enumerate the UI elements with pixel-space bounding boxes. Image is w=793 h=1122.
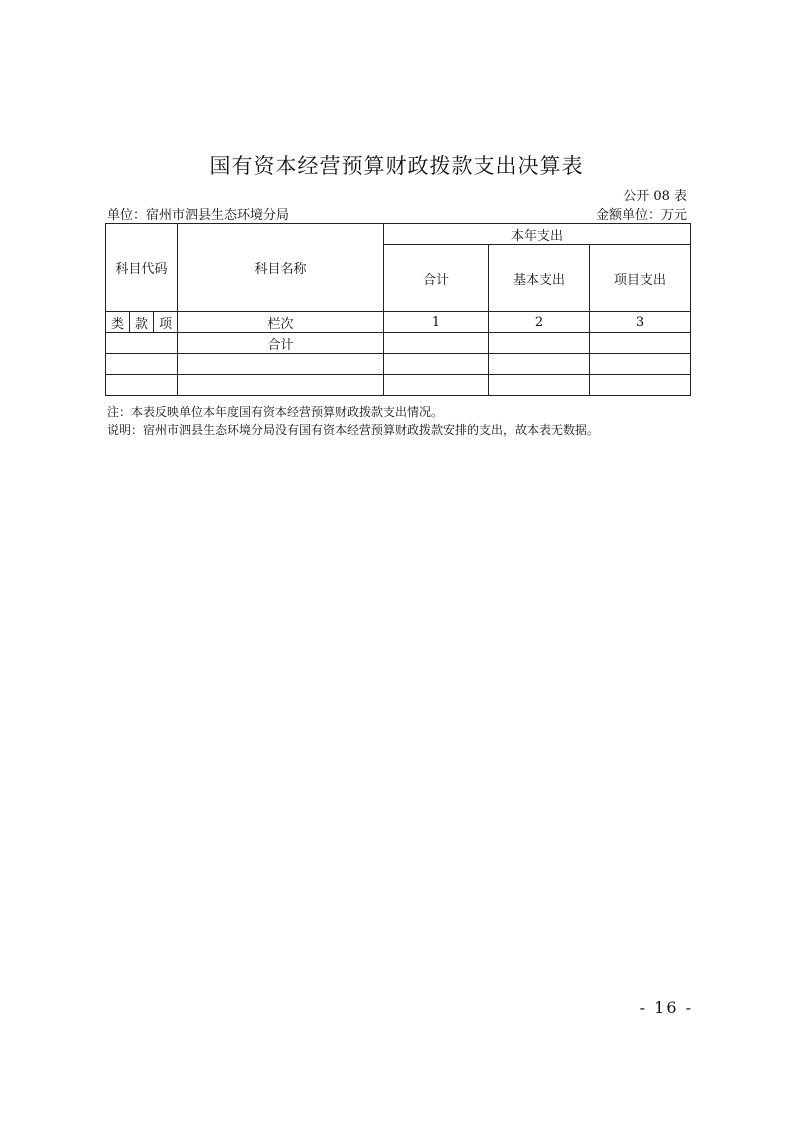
col-3-cell: 3 <box>590 312 691 333</box>
total-row-label: 合计 <box>178 333 384 354</box>
kuan-cell: 款 <box>130 312 154 333</box>
total-header: 合计 <box>384 245 489 312</box>
row-total <box>384 375 489 396</box>
row-code <box>106 375 178 396</box>
table-row <box>106 354 691 375</box>
subject-name-header: 科目名称 <box>178 224 384 312</box>
row-name <box>178 354 384 375</box>
row-project <box>590 354 691 375</box>
expenditure-table <box>105 223 691 396</box>
total-row-project <box>590 333 691 354</box>
document-title: 国有资本经营预算财政拨款支出决算表 <box>209 154 584 178</box>
xiang-cell: 项 <box>154 312 178 333</box>
notes-block <box>107 403 599 439</box>
total-row <box>106 333 691 354</box>
money-unit-label: 金额单位：万元 <box>595 208 687 223</box>
row-total <box>384 354 489 375</box>
lei-cell: 类 <box>106 312 130 333</box>
subject-code-header: 科目代码 <box>106 224 178 312</box>
lanci-cell: 栏次 <box>178 312 384 333</box>
page-number: - 16 - <box>639 998 693 1017</box>
row-name <box>178 375 384 396</box>
total-row-code <box>106 333 178 354</box>
form-number: 公开 08 表 <box>623 189 687 204</box>
project-expense-header: 项目支出 <box>590 245 691 312</box>
unit-label: 单位：宿州市泗县生态环境分局 <box>107 208 290 223</box>
row-basic <box>489 375 590 396</box>
total-row-basic <box>489 333 590 354</box>
table-row <box>106 375 691 396</box>
explanation-text: 说明：宿州市泗县生态环境分局没有国有资本经营预算财政拨款安排的支出，故本表无数据。 <box>107 423 600 437</box>
col-2-cell: 2 <box>489 312 590 333</box>
year-expense-header: 本年支出 <box>384 224 691 245</box>
table-header-row <box>106 224 691 245</box>
column-index-row <box>106 312 691 333</box>
row-project <box>590 375 691 396</box>
basic-expense-header: 基本支出 <box>489 245 590 312</box>
total-row-total <box>384 333 489 354</box>
col-1-cell: 1 <box>384 312 489 333</box>
row-basic <box>489 354 590 375</box>
note-text: 注：本表反映单位本年度国有资本经营预算财政拨款支出情况。 <box>107 405 444 419</box>
row-code <box>106 354 178 375</box>
